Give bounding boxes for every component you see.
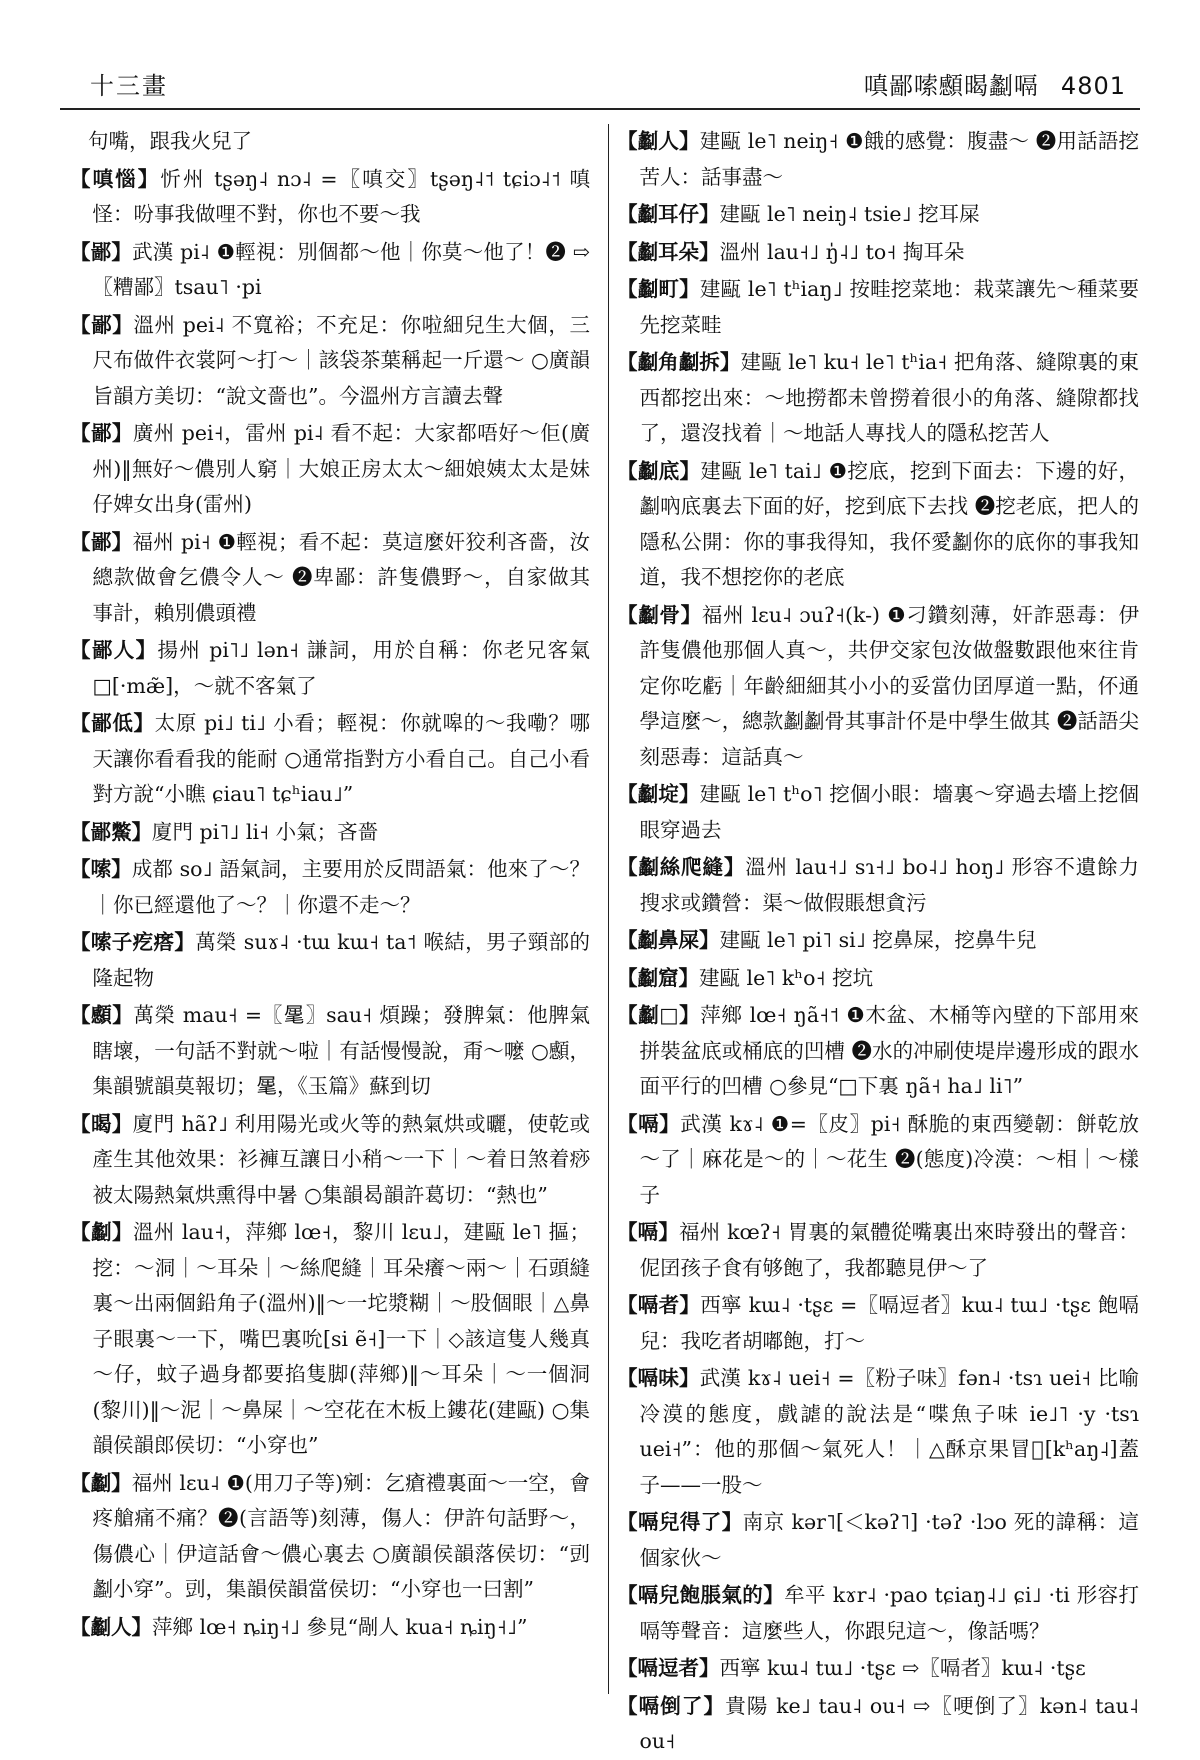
dictionary-entry — [617, 124, 1139, 195]
entry-headword: 【鄙】 — [70, 529, 133, 554]
dictionary-entry — [70, 1107, 590, 1214]
entry-text: 福州 lɛu˨ ɔuʔ˧(k-) ❶刁鑽刻薄，奸詐惡毒：伊許隻儂他那個人真～，共伊交家包汝做盤數跟他來往肯定你吃虧｜年齡細細其小小的妥當仂囝厚道一點，伓通學這麼～，總款劙劙骨其事計伓是中學生做其 ❷話語尖刻惡毒：這話真～ — [639, 602, 1140, 769]
dictionary-entry — [617, 998, 1139, 1105]
entry-headword: 【劙人】 — [617, 129, 700, 153]
dictionary-entry — [70, 998, 590, 1105]
section-title: 十三畫 — [90, 72, 168, 100]
entry-text: 建甌 le˥ tai˩ ❶挖底，挖到下面去：下邊的好，劙吶底裏去下面的好，挖到底下去找 ❷挖老底，把人的隱私公開：你的事我得知，我伓愛劙你的底你的事我知道，我不想挖你的老底 — [639, 458, 1139, 589]
entry-text: 武漢 kɤ˨ ❶=〖皮〗pi˧ 酥脆的東西變韌：餅乾放～了｜麻花是～的｜～花生 ❷(態度)冷漠：～相｜～樣子 — [639, 1111, 1139, 1207]
entry-text: 福州 kœʔ˧ 胃裏的氣體從嘴裏出來時發出的聲音：伲囝孩子食有够飽了，我都聽見伊～了 — [639, 1220, 1139, 1280]
entry-headword: 【劙埞】 — [617, 782, 700, 806]
entry-headword: 【鄙】 — [70, 239, 133, 264]
entry-headword: 【嗝兒飽脹氣的】 — [617, 1583, 785, 1607]
entry-headword: 【劙耳仔】 — [617, 202, 720, 226]
page-number: 4801 — [1060, 72, 1126, 100]
dictionary-entry — [617, 454, 1139, 596]
entry-text: 溫州 pei˨ 不寬裕；不充足：你啦細兒生大個，三尺布做件衣裳阿～打～｜該袋茶葉稱起一斤還～ ○廣韻旨韻方美切：“說文嗇也”。今溫州方言讀去聲 — [92, 312, 591, 408]
dictionary-entry — [70, 706, 590, 813]
entry-text: 太原 pi˩ ti˩ 小看；輕視：你就嗥的～我嘞？哪天讓你看看我的能耐 ○通常指對方小看自己。自己小看對方說“小瞧 ɕiau˥ tɕʰiau˩” — [92, 711, 590, 806]
dictionary-entry — [70, 852, 590, 923]
dictionary-entry — [617, 961, 1139, 997]
dictionary-entry — [617, 1505, 1139, 1576]
entry-text: 溫州 lau˧˩ ŋ̍˨˩ to˧ 掏耳朵 — [719, 239, 965, 264]
dictionary-entry — [617, 345, 1139, 452]
entry-text: 西寧 kɯ˨ tɯ˩ ·tʂɛ ⇨〖嗝者〗kɯ˨ ·tʂɛ — [719, 1656, 1086, 1680]
entry-text: 萬榮 suɤ˨ ·tɯ kɯ˧ ta˦ 喉結，男子頸部的隆起物 — [92, 930, 590, 990]
entry-headword: 【劙人】 — [70, 1614, 152, 1639]
entry-text: 建甌 le˥ kʰo˧ 挖坑 — [699, 965, 874, 990]
entry-headword: 【鄙鱉】 — [70, 819, 152, 844]
dictionary-entry — [70, 162, 590, 233]
dictionary-entry — [70, 308, 590, 415]
entry-text: 廣州 pei˧，雷州 pi˨ 看不起：大家都唔好～佢(廣州)‖無好～儂別人窮｜大娘正房太太～細娘姨太太是妹仔婢女出身(雷州) — [92, 421, 590, 516]
entry-headword: 【劙□】 — [617, 1003, 701, 1027]
dictionary-entry — [617, 1107, 1139, 1214]
entry-headword: 【劙鼻屎】 — [617, 928, 720, 952]
dictionary-entry — [617, 598, 1139, 776]
left-column — [70, 124, 590, 1694]
entry-headword: 【嗝逗者】 — [617, 1656, 720, 1680]
entry-headword: 【嗝者】 — [617, 1293, 701, 1317]
entry-text: 貴陽 ke˩ tau˨ ou˧ ⇨〖哽倒了〗kən˨ tau˨ ou˧ — [639, 1693, 1139, 1753]
dictionary-entry — [70, 525, 590, 632]
entry-text: 福州 pi˧ ❶輕視；看不起：莫這麼奸狡利吝嗇，汝總款做會乞儂令人～ ❷卑鄙：許隻儂野～，自家做其事計，賴別儂頭禮 — [92, 529, 591, 625]
entry-text: 建甌 le˥ tʰo˥ 挖個小眼：墻裏～穿過去墻上挖個眼穿過去 — [639, 782, 1139, 842]
dictionary-entry — [617, 1288, 1139, 1359]
dictionary-entry — [617, 923, 1139, 959]
entry-text: 廈門 hãʔ˩ 利用陽光或火等的熱氣烘或曬，使乾或產生其他效果：衫褲互讓日小稍～一下｜～着日煞着痧被太陽熱氣烘熏得中暑 ○集韻曷韻許葛切：“熱也” — [92, 1111, 590, 1207]
dictionary-entry — [617, 272, 1139, 343]
entry-headword: 【劙底】 — [617, 458, 701, 483]
dictionary-entry — [70, 925, 590, 996]
dictionary-entry — [617, 1578, 1139, 1649]
entry-text: 句嘴，跟我火兒了 — [88, 129, 252, 153]
dictionary-entry — [70, 1215, 590, 1464]
dictionary-entry — [617, 1361, 1139, 1503]
entry-text: 萍鄉 lœ˧ ȵiŋ˧˩ 參見“剮人 kua˧ ȵiŋ˧˩” — [152, 1614, 528, 1639]
entry-headword: 【鄙低】 — [70, 711, 155, 735]
entry-text: 建甌 le˥ ku˧ le˥ tʰia˧ 把角落、縫隙裏的東西都挖出來：～地撈都未曾撈着很小的角落、縫隙都找了，還沒找着｜～地話人專找人的隱私挖苦人 — [639, 350, 1139, 445]
entry-text: 廈門 pi˥˩ li˧ 小氣；吝嗇 — [152, 819, 379, 844]
dictionary-entry — [70, 815, 590, 851]
dictionary-entry — [88, 124, 590, 160]
headword-range: 嗔鄙嗦䫲暍劙嗝 — [863, 72, 1039, 100]
dictionary-entry — [617, 777, 1139, 848]
entry-text: 南京 kər˥[＜kəʔ˥] ·təʔ ·lɔo 死的諱稱：這個家伙～ — [639, 1510, 1140, 1570]
dictionary-entry — [70, 235, 590, 306]
entry-headword: 【劙町】 — [617, 277, 700, 301]
entry-headword: 【嗦子疙瘩】 — [70, 930, 196, 954]
dictionary-entry — [617, 1689, 1139, 1760]
entry-text: 萬榮 mau˧ =〖𣮈〗sau˧ 煩躁；發脾氣：他脾氣瞎壞，一句話不對就～啦｜有話慢慢說，甭～嚒 ○䫲，集韻號韻莫報切；𣮈，《玉篇》蘇到切 — [92, 1003, 590, 1098]
dictionary-entry — [70, 1610, 590, 1646]
page-header — [60, 58, 1140, 110]
right-column — [608, 124, 1140, 1753]
entry-headword: 【鄙】 — [70, 312, 134, 337]
dictionary-entry — [617, 1215, 1139, 1286]
dictionary-entry — [617, 235, 1139, 271]
header-right — [864, 66, 1126, 101]
entry-headword: 【䫲】 — [70, 1003, 134, 1027]
entry-headword: 【劙】 — [70, 1470, 132, 1495]
entry-text: 建甌 le˥ neiŋ˧ ❶餓的感覺：腹盡～ ❷用話語挖苦人：話事盡～ — [639, 129, 1140, 189]
entry-headword: 【嗔惱】 — [70, 166, 161, 191]
entry-headword: 【劙窟】 — [617, 965, 699, 990]
entry-headword: 【嗦】 — [70, 857, 132, 881]
entry-headword: 【嗝味】 — [617, 1366, 700, 1390]
entry-headword: 【劙骨】 — [617, 602, 702, 627]
dictionary-entry — [70, 1466, 590, 1608]
entry-text: 忻州 tʂəŋ˨ nɔ˨ =〖嗔交〗tʂəŋ˨˦ tɕiɔ˨˦ 嗔怪：吩事我做哩不對，你也不要～我 — [92, 166, 591, 226]
entry-text: 萍鄉 lœ˧ ŋã˧˦ ❶木盆、木桶等內壁的下部用來拼裝盆底或桶底的凹槽 ❷水的冲刷使堤岸邊形成的跟水面平行的凹槽 ○參見“□下裏 ŋã˧ ha˩ li˥” — [639, 1003, 1139, 1098]
entry-text: 武漢 kɤ˨ uei˧ =〖粉子味〗fən˨ ·tsɿ uei˧ 比喻冷漠的態度，戲謔的說法是“喋魚子味 ie˩˥ ·y ·tsɿ uei˧”：他的那個～氣死人！｜△酥京果冒𥽉[kʰaŋ˨]蓋子——一股～ — [639, 1366, 1139, 1497]
entry-text: 福州 lɛu˨ ❶(用刀子等)剜：乞瘡禮裏面～一空，會疼艙痛不痛？❷(言語等)刻薄，傷人：伊許句話野～，傷儂心｜伊這話會～儂心裏去 ○廣韻侯韻落侯切：“剅劙小穿”。剅，集韻侯韻當侯切：“小穿也一曰割” — [92, 1470, 591, 1601]
entry-headword: 【嗝】 — [617, 1111, 681, 1136]
entry-text: 溫州 lau˧，萍鄉 lœ˧，黎川 lɛu˩，建甌 le˥ 摳；挖：～洞｜～耳朵｜～絲爬縫｜耳朵癢～兩～｜石頭縫裏～出兩個鉛角子(溫州)‖～一坨漿糊｜～股個眼｜△鼻子眼裏～一下，嘴巴裏吮[si ẽ˧]一下｜◇該這隻人幾真～仔，蚊子過身都要掐隻脚(萍鄉)‖～耳朵｜～一個洞(黎川)‖～泥｜～鼻屎｜～空花在木板上鏤花(建甌) ○集韻侯韻郎侯切：“小穿也” — [92, 1220, 590, 1457]
entry-headword: 【嗝】 — [617, 1220, 680, 1244]
entry-text: 建甌 le˥ pi˥ si˩ 挖鼻屎，挖鼻牛兒 — [719, 928, 1037, 952]
dictionary-entry — [70, 416, 590, 523]
entry-headword: 【嗝兒得了】 — [617, 1510, 743, 1534]
entry-text: 揚州 pi˥˩ lən˧ 謙詞，用於自稱：你老兄客氣□[·mæ̃]，～就不客氣了 — [92, 638, 591, 698]
entry-text: 成都 so˩ 語氣詞，主要用於反問語氣：他來了～？｜你已經還他了～？｜你還不走～？ — [92, 857, 590, 917]
entry-headword: 【劙絲爬縫】 — [617, 855, 746, 879]
dictionary-entry — [617, 1651, 1139, 1687]
entry-headword: 【暍】 — [70, 1111, 133, 1136]
dictionary-entry — [70, 633, 590, 704]
entry-text: 建甌 le˥ tʰiaŋ˩ 按畦挖菜地：栽菜讓先～種菜要先挖菜畦 — [639, 277, 1139, 337]
entry-headword: 【鄙人】 — [70, 638, 158, 662]
entry-headword: 【劙角劙拆】 — [617, 350, 741, 374]
dictionary-entry — [617, 850, 1139, 921]
entry-headword: 【劙】 — [70, 1220, 133, 1244]
entry-text: 西寧 kɯ˨ ·tʂɛ =〖嗝逗者〗kɯ˨ tɯ˩ ·tʂɛ 飽嗝兒：我吃者胡嘟飽，打～ — [639, 1293, 1139, 1353]
entry-text: 武漢 pi˨ ❶輕視：別個都～他｜你莫～他了！❷ ⇨〖糟鄙〗tsau˥ ·pi — [92, 239, 590, 299]
entry-text: 建甌 le˥ neiŋ˨ tsie˩ 挖耳屎 — [719, 202, 980, 226]
dictionary-entry — [617, 197, 1139, 233]
entry-headword: 【嗝倒了】 — [617, 1693, 726, 1718]
entry-headword: 【鄙】 — [70, 421, 133, 445]
entry-text: 溫州 lau˧˩ sɿ˧˩ bo˨˩ hoŋ˩ 形容不遺餘力搜求或鑽營：渠～做假賬想貪污 — [639, 855, 1139, 915]
entry-text: 牟平 kɤr˨ ·pao tɕiaŋ˨˩ ɕi˩ ·ti 形容打嗝等聲音：這麼些人，你跟兒這～，像話嗎？ — [639, 1583, 1139, 1643]
entry-headword: 【劙耳朵】 — [617, 239, 720, 264]
